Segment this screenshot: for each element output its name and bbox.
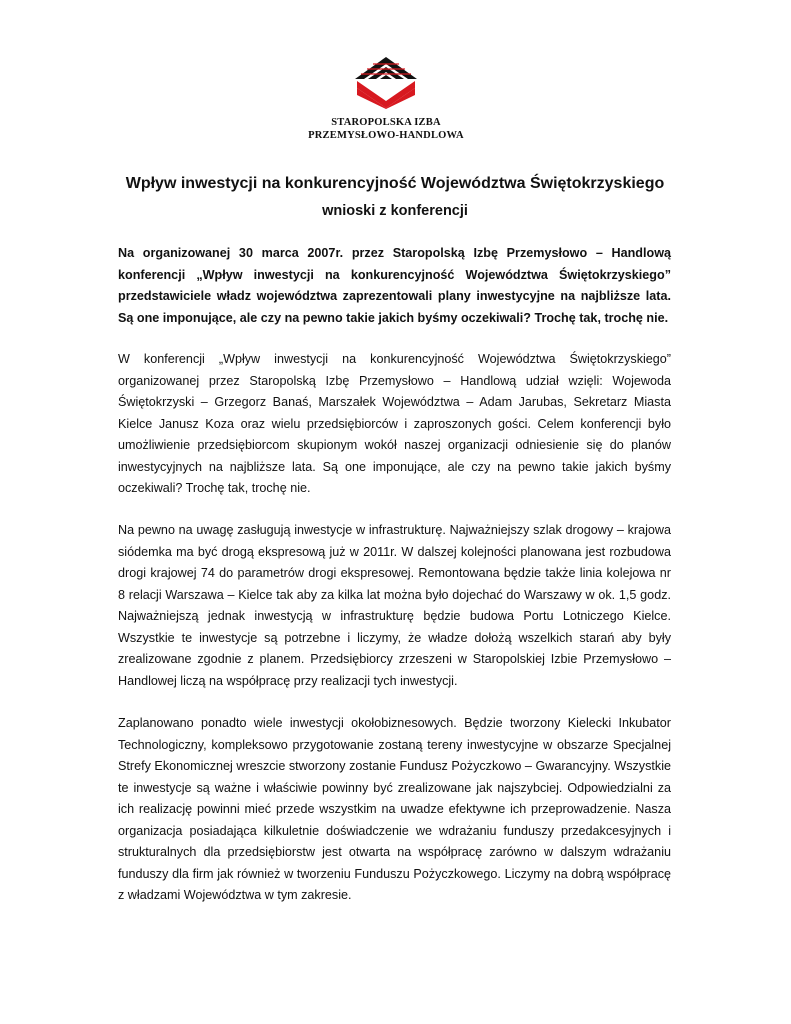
document-subtitle: wnioski z konferencji [322, 203, 468, 219]
lead-paragraph: Na organizowanej 30 marca 2007r. przez Staropolską Izbę Przemysłowo – Handlową konferencji „Wpływ inwestycji na konkurencyjność Województwa Świętokrzyskiego” przedstawiciele władz województwa zaprezentowali plany inwestycyjne na najbliższe lata. Są one imponujące, ale czy na pewno takie jakich byśmy oczekiwali? Trochę tak, trochę nie. [118, 246, 671, 325]
chevron-house-logo-icon [355, 57, 417, 109]
org-name-line2: PRZEMYSŁOWO-HANDLOWA [308, 130, 464, 141]
logo-black-roof [355, 57, 417, 79]
body-paragraph: Zaplanowano ponadto wiele inwestycji okołobiznesowych. Będzie tworzony Kielecki Inkubator Technologiczny, kompleksowo przygotowanie zostaną tereny inwestycyjne w obszarze Specjalnej Strefy Ekonomicznej wreszcie stworzony zostanie Fundusz Pożyczkowo – Gwarancyjny. Wszystkie te inwestycje są ważne i właściwie powinny być zrealizowane jak najszybciej. Odpowiedzialni za ich realizację powinni mieć przede wszystkim na uwadze efektywne ich przeprowadzenie. Nasza organizacja posiadająca kilkuletnie doświadczenie we wdrażaniu funduszy przedakcesyjnych i strukturalnych dla przedsiębiorstw jest otwarta na współpracę zarówno w dalszym wdrażaniu funduszy dla firm jak również w tworzeniu Funduszu Pożyczkowego. Liczymy na dobrą współpracę z władzami Województwa w tym zakresie. [118, 716, 671, 902]
document-title: Wpływ inwestycji na konkurencyjność Województwa Świętokrzyskiego [125, 175, 665, 192]
org-name-line1: STAROPOLSKA IZBA [331, 117, 441, 128]
body-paragraph: Na pewno na uwagę zasługują inwestycje w infrastrukturę. Najważniejszy szlak drogowy – krajowa siódemka ma być drogą ekspresową już w 2011r. W dalszej kolejności planowana jest rozbudowa drogi krajowej 74 do parametrów drogi ekspresowej. Remontowana będzie także linia kolejowa nr 8 relacji Warszawa – Kielce tak aby za kilka lat można było dojechać do Warszawy w ok. 1,5 godz. Najważniejszą jednak inwestycją w infrastrukturę będzie budowa Portu Lotniczego Kielce. Wszystkie te inwestycje są potrzebne i liczymy, że władze dołożą wszelkich starań aby były zrealizowane zgodnie z planem. Przedsiębiorcy zrzeszeni w Staropolskiej Izbie Przemysłowo – Handlowej liczą na współpracę przy realizacji tych inwestycji. [118, 523, 671, 688]
organization-name [296, 116, 476, 142]
body-paragraph: W konferencji „Wpływ inwestycji na konkurencyjność Województwa Świętokrzyskiego” organizowanej przez Staropolską Izbę Przemysłowo – Handlową udział wzięli: Wojewoda Świętokrzyski – Grzegorz Banaś, Marszałek Województwa – Adam Jarubas, Sekretarz Miasta Kielce Janusz Koza oraz wielu przedsiębiorców i zaproszonych gości. Celem konferencji było umożliwienie przedsiębiorcom skupionym wokół naszej organizacji odniesienie się do planów inwestycyjnych na najbliższe lata. Są one imponujące, ale czy na pewno takie jakich byśmy oczekiwali? Trochę tak, trochę nie. [118, 352, 671, 495]
